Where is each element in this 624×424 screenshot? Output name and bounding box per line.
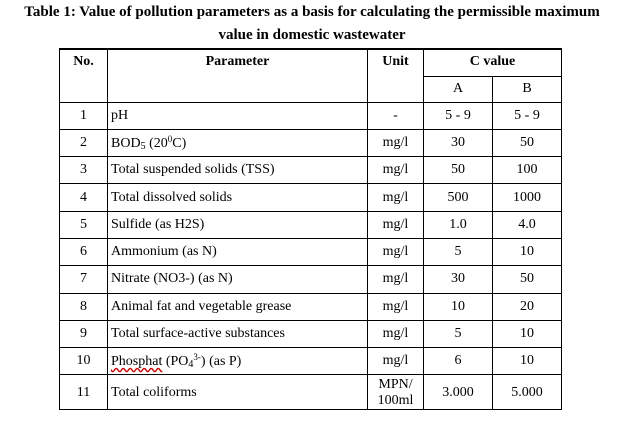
c-value-b: 50 bbox=[493, 266, 562, 293]
c-value-a: 30 bbox=[424, 266, 493, 293]
unit-value: mg/l bbox=[368, 157, 424, 184]
c-value-a: 1.0 bbox=[424, 211, 493, 238]
unit-value bbox=[368, 375, 424, 410]
parameter-text: ) (as P) bbox=[200, 354, 242, 370]
parameter-text: Phosphat bbox=[111, 354, 163, 370]
c-value-b: 5 - 9 bbox=[493, 102, 562, 129]
parameter-name bbox=[108, 129, 368, 156]
c-value-b: 4.0 bbox=[493, 211, 562, 238]
c-value-b: 50 bbox=[493, 129, 562, 156]
table-row bbox=[60, 102, 562, 129]
c-value-b: 1000 bbox=[493, 184, 562, 211]
parameter-name: Nitrate (NO3-) (as N) bbox=[108, 266, 368, 293]
parameter-text: C) bbox=[172, 135, 187, 151]
parameter-name bbox=[108, 348, 368, 375]
parameter-subscript: 4 bbox=[188, 359, 194, 371]
parameter-name: Total surface-active substances bbox=[108, 320, 368, 347]
parameter-subscript: 5 bbox=[140, 140, 146, 152]
c-value-b: 100 bbox=[493, 157, 562, 184]
row-number: 11 bbox=[60, 375, 108, 410]
pollution-parameters-table bbox=[59, 48, 562, 410]
parameter-name: Animal fat and vegetable grease bbox=[108, 293, 368, 320]
unit-value: - bbox=[368, 102, 424, 129]
table-caption-line-2: value in domestic wastewater bbox=[218, 27, 406, 43]
header-col-b: B bbox=[493, 76, 562, 102]
c-value-a: 5 bbox=[424, 320, 493, 347]
c-value-a: 50 bbox=[424, 157, 493, 184]
table-row bbox=[60, 184, 562, 211]
parameter-superscript: 0 bbox=[167, 133, 173, 144]
table-row bbox=[60, 293, 562, 320]
unit-value: mg/l bbox=[368, 293, 424, 320]
parameter-name: Total coliforms bbox=[108, 375, 368, 410]
row-number: 4 bbox=[60, 184, 108, 211]
header-c-value: C value bbox=[424, 49, 562, 76]
row-number: 2 bbox=[60, 129, 108, 156]
parameter-text: (PO bbox=[162, 354, 189, 370]
table-row bbox=[60, 320, 562, 347]
row-number: 5 bbox=[60, 211, 108, 238]
table-row bbox=[60, 375, 562, 410]
c-value-a: 10 bbox=[424, 293, 493, 320]
parameter-superscript: 3- bbox=[193, 352, 201, 363]
row-number: 3 bbox=[60, 157, 108, 184]
header-no: No. bbox=[60, 49, 108, 102]
unit-line-1: MPN/ bbox=[378, 377, 413, 393]
c-value-b: 10 bbox=[493, 320, 562, 347]
header-parameter: Parameter bbox=[108, 49, 368, 102]
row-number: 10 bbox=[60, 348, 108, 375]
header-col-a: A bbox=[424, 76, 493, 102]
table-row bbox=[60, 238, 562, 265]
parameter-name: Ammonium (as N) bbox=[108, 238, 368, 265]
row-number: 7 bbox=[60, 266, 108, 293]
table-row bbox=[60, 348, 562, 375]
unit-value: mg/l bbox=[368, 129, 424, 156]
c-value-b: 10 bbox=[493, 238, 562, 265]
unit-value: mg/l bbox=[368, 320, 424, 347]
parameter-name: Total dissolved solids bbox=[108, 184, 368, 211]
parameter-text: BOD bbox=[111, 135, 141, 151]
c-value-a: 5 bbox=[424, 238, 493, 265]
row-number: 6 bbox=[60, 238, 108, 265]
unit-value: mg/l bbox=[368, 266, 424, 293]
table-row bbox=[60, 266, 562, 293]
parameter-name: pH bbox=[108, 102, 368, 129]
table-row bbox=[60, 157, 562, 184]
parameter-text: (20 bbox=[145, 135, 168, 151]
header-unit: Unit bbox=[368, 49, 424, 102]
c-value-b: 20 bbox=[493, 293, 562, 320]
row-number: 8 bbox=[60, 293, 108, 320]
parameter-name: Total suspended solids (TSS) bbox=[108, 157, 368, 184]
c-value-a: 500 bbox=[424, 184, 493, 211]
table-row bbox=[60, 129, 562, 156]
row-number: 1 bbox=[60, 102, 108, 129]
table-row bbox=[60, 211, 562, 238]
row-number: 9 bbox=[60, 320, 108, 347]
unit-value: mg/l bbox=[368, 348, 424, 375]
table-caption-line-1: Table 1: Value of pollution parameters as a basis for calculating the permissible maximum bbox=[24, 4, 600, 20]
c-value-a: 5 - 9 bbox=[424, 102, 493, 129]
c-value-a: 3.000 bbox=[424, 375, 493, 410]
c-value-b: 5.000 bbox=[493, 375, 562, 410]
parameter-name: Sulfide (as H2S) bbox=[108, 211, 368, 238]
unit-value: mg/l bbox=[368, 184, 424, 211]
c-value-a: 6 bbox=[424, 348, 493, 375]
c-value-a: 30 bbox=[424, 129, 493, 156]
c-value-b: 10 bbox=[493, 348, 562, 375]
unit-line-2: 100ml bbox=[377, 393, 414, 409]
unit-value: mg/l bbox=[368, 238, 424, 265]
unit-value: mg/l bbox=[368, 211, 424, 238]
